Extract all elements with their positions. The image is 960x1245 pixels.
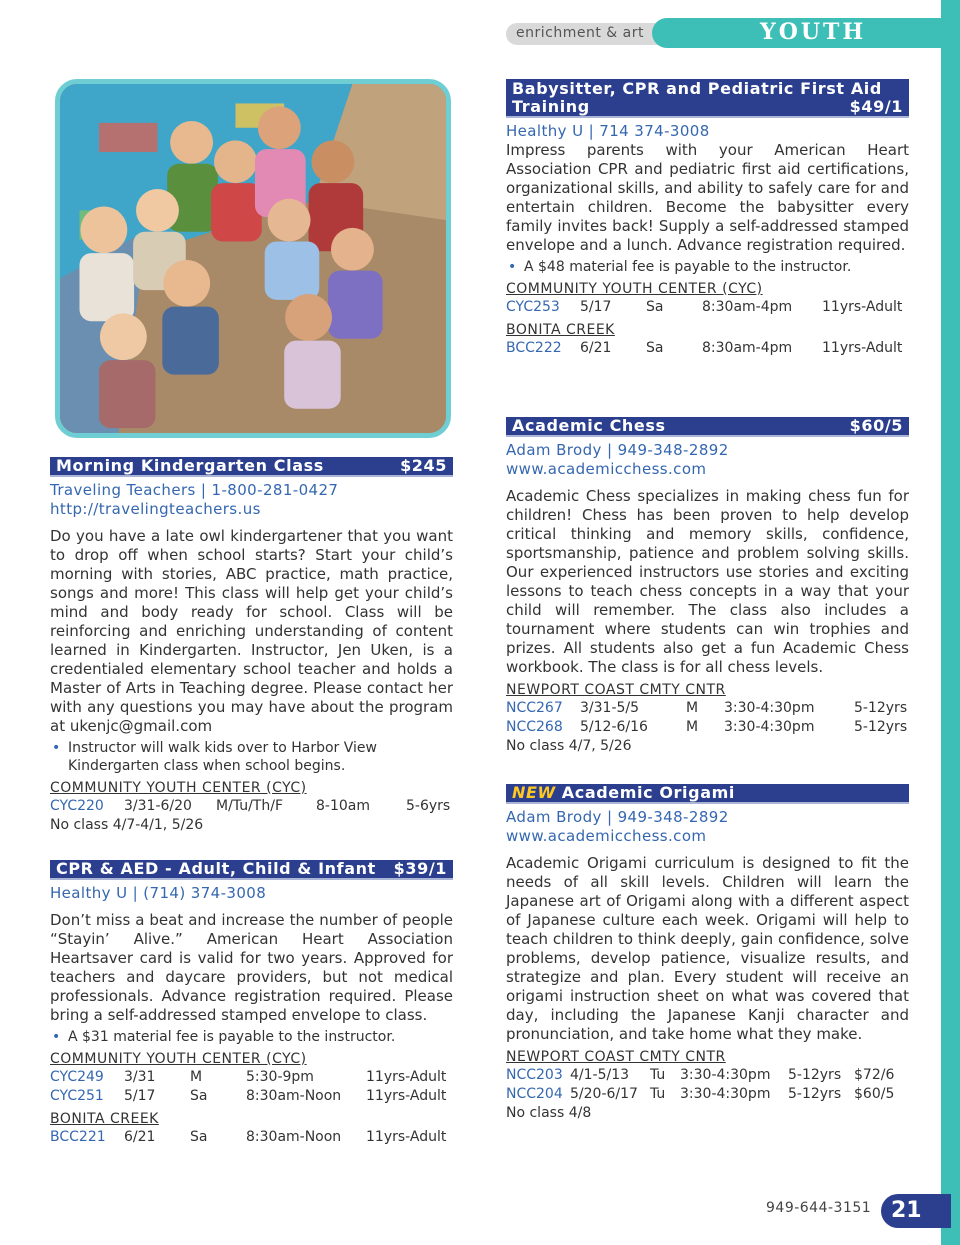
babysitter-provider: Healthy U | 714 374-3008: [506, 122, 710, 140]
class-time: 3:30-4:30pm: [724, 719, 815, 735]
babysitter-location-2: BONITA CREEK: [506, 322, 615, 338]
schedule-row: [506, 699, 909, 718]
chess-url[interactable]: www.academicchess.com: [506, 460, 707, 478]
schedule-row: [50, 1087, 453, 1106]
origami-url[interactable]: www.academicchess.com: [506, 827, 707, 845]
class-ages: 5-12yrs: [788, 1067, 842, 1083]
class-days: Tu: [650, 1067, 666, 1083]
origami-title: Academic Origami: [561, 783, 735, 802]
category-tab: [506, 23, 666, 45]
class-days: M: [686, 700, 699, 716]
origami-note: No class 4/8: [506, 1105, 592, 1121]
kindergarten-note: No class 4/7-4/1, 5/26: [50, 817, 204, 833]
chess-description: Academic Chess specializes in making chess fun for children! Chess has been proven to help develop critical thinking and memory skills, confidence, sportsmanship, patience and problem solving skills. Our experienced instructors use stories and exciting lessons to teach chess concepts in a way that your child will remember. The class also includes a tournament where students can win trophies and prizes. All students also get a fun Academic Chess workbook. The class is for all chess levels.: [506, 487, 909, 676]
class-ages: 11yrs-Adult: [366, 1069, 447, 1085]
cpr-title-bar: [50, 860, 453, 880]
class-code[interactable]: NCC267: [506, 700, 563, 716]
cpr-title: CPR & AED - Adult, Child & Infant: [56, 859, 376, 878]
origami-location: NEWPORT COAST CMTY CNTR: [506, 1049, 726, 1065]
page-edge-bar: [941, 0, 960, 1245]
cpr-provider: Healthy U | (714) 374-3008: [50, 884, 267, 902]
class-dates: 6/21: [124, 1129, 156, 1145]
class-code[interactable]: BCC222: [506, 340, 562, 356]
class-days: Sa: [646, 340, 664, 356]
chess-title-bar: [506, 417, 909, 437]
class-dates: 5/12-6/16: [580, 719, 648, 735]
schedule-row: [506, 1085, 909, 1104]
chess-location: NEWPORT COAST CMTY CNTR: [506, 682, 726, 698]
class-code[interactable]: NCC203: [506, 1067, 563, 1083]
new-badge: NEW: [512, 783, 556, 802]
class-time: 3:30-4:30pm: [680, 1086, 771, 1102]
class-days: Sa: [190, 1088, 208, 1104]
class-ages: 11yrs-Adult: [366, 1129, 447, 1145]
origami-listing: [506, 784, 909, 1123]
page-number: 21: [881, 1194, 951, 1228]
class-time: 8:30am-4pm: [702, 340, 793, 356]
class-price: $60/5: [854, 1086, 895, 1102]
kindergarten-bullet: • Instructor will walk kids over to Harbor View Kindergarten class when school begins.: [50, 739, 453, 775]
class-dates: 4/1-5/13: [570, 1067, 630, 1083]
cpr-location-2: BONITA CREEK: [50, 1111, 159, 1127]
kindergarten-title: Morning Kindergarten Class: [56, 456, 324, 475]
class-code[interactable]: CYC251: [50, 1088, 104, 1104]
chess-title: Academic Chess: [512, 416, 666, 435]
class-time: 8:30am-4pm: [702, 299, 793, 315]
class-days: Sa: [190, 1129, 208, 1145]
class-dates: 5/17: [124, 1088, 156, 1104]
origami-provider: Adam Brody | 949-348-2892: [506, 808, 729, 826]
chess-provider: Adam Brody | 949-348-2892: [506, 441, 729, 459]
origami-description: Academic Origami curriculum is designed to fit the needs of all skill levels. Children will learn the Japanese art of Origami along with a different aspect of Japanese culture each week. Origami will help to teach children to think deeply, gain confidence, solve problems, develop patience, visualize results, and strategize and plan. Every student will receive an origami instruction sheet on what was covered that day, including the Japanese Kanji character and pronunciation, and take home what they make.: [506, 854, 909, 1043]
category-label: enrichment & art: [516, 25, 644, 41]
class-days: Sa: [646, 299, 664, 315]
cpr-description: Don’t miss a beat and increase the number of people “Stayin’ Alive.” American Heart Association Heartsaver card is valid for two years. Approved for teachers and daycare providers, but not medical professionals. Advance registration required. Please bring a self-addressed stamped envelope to class.: [50, 911, 453, 1024]
class-days: M: [190, 1069, 203, 1085]
class-code[interactable]: CYC253: [506, 299, 560, 315]
babysitter-bullet: • A $48 material fee is payable to the instructor.: [506, 258, 909, 276]
babysitter-location-1: COMMUNITY YOUTH CENTER (CYC): [506, 281, 763, 297]
schedule-row: [50, 1068, 453, 1087]
class-dates: 5/17: [580, 299, 612, 315]
cpr-listing: [50, 860, 453, 1147]
origami-title-bar: [506, 784, 909, 804]
schedule-row: [506, 298, 909, 317]
class-dates: 3/31-5/5: [580, 700, 640, 716]
class-ages: 5-12yrs: [854, 719, 908, 735]
class-ages: 5-12yrs: [788, 1086, 842, 1102]
babysitter-title-bar: [506, 79, 909, 118]
schedule-row: [506, 718, 909, 737]
class-dates: 5/20-6/17: [570, 1086, 638, 1102]
schedule-row: [50, 1128, 453, 1147]
class-ages: 11yrs-Adult: [822, 340, 903, 356]
kindergarten-title-bar: [50, 457, 453, 477]
class-time: 8-10am: [316, 798, 370, 814]
kindergarten-description: Do you have a late owl kindergartener that you want to drop off when school starts? Start your child’s morning with stories, ABC practice, math practice, songs and more! This class will help get your child’s mind and body ready for school. Class will be reinforcing and enriching understanding of content learned in Kindergarten. Instructor, Jen Uken, is a credentialed elementary school teacher and holds a Master of Arts in Teaching degree. Please contact her with any questions you may have about the program at ukenjc@gmail.com: [50, 527, 453, 735]
kindergarten-price: $245: [400, 456, 447, 475]
section-label: YOUTH: [760, 19, 867, 45]
schedule-row: [50, 797, 453, 816]
kindergarten-location: COMMUNITY YOUTH CENTER (CYC): [50, 780, 307, 796]
class-ages: 5-12yrs: [854, 700, 908, 716]
class-dates: 3/31: [124, 1069, 156, 1085]
class-time: 8:30am-Noon: [246, 1129, 342, 1145]
class-code[interactable]: CYC249: [50, 1069, 104, 1085]
cpr-bullet: • A $31 material fee is payable to the instructor.: [50, 1028, 453, 1046]
kids-photo: [55, 79, 451, 438]
section-tab: [652, 18, 952, 48]
class-price: $72/6: [854, 1067, 895, 1083]
cpr-price: $39/1: [393, 859, 447, 878]
class-code[interactable]: NCC204: [506, 1086, 563, 1102]
class-code[interactable]: CYC220: [50, 798, 104, 814]
class-time: 5:30-9pm: [246, 1069, 314, 1085]
chess-listing: [506, 417, 909, 756]
class-time: 3:30-4:30pm: [680, 1067, 771, 1083]
class-code[interactable]: NCC268: [506, 719, 563, 735]
babysitter-description: Impress parents with your American Heart Association CPR and pediatric first aid certifications, organizational skills, and ability to safely care for and entertain children. Become the babysitter every family invites back! Supply a self-addressed stamped envelope and a lunch. Advance registration required.: [506, 141, 909, 254]
babysitter-title-line1: Babysitter, CPR and Pediatric First Aid: [512, 79, 882, 98]
class-time: 3:30-4:30pm: [724, 700, 815, 716]
schedule-row: [506, 339, 909, 358]
cpr-location-1: COMMUNITY YOUTH CENTER (CYC): [50, 1051, 307, 1067]
footer-phone: 949-644-3151: [766, 1200, 872, 1216]
class-dates: 6/21: [580, 340, 612, 356]
class-ages: 11yrs-Adult: [822, 299, 903, 315]
class-days: Tu: [650, 1086, 666, 1102]
class-dates: 3/31-6/20: [124, 798, 192, 814]
chess-note: No class 4/7, 5/26: [506, 738, 632, 754]
kindergarten-url[interactable]: http://travelingteachers.us: [50, 500, 261, 518]
chess-price: $60/5: [849, 416, 903, 435]
class-ages: 11yrs-Adult: [366, 1088, 447, 1104]
class-code[interactable]: BCC221: [50, 1129, 106, 1145]
schedule-row: [506, 1066, 909, 1085]
class-days: M: [686, 719, 699, 735]
babysitter-listing: [506, 79, 909, 358]
class-time: 8:30am-Noon: [246, 1088, 342, 1104]
class-ages: 5-6yrs: [406, 798, 451, 814]
babysitter-price: $49/1: [849, 97, 903, 116]
kindergarten-listing: [50, 457, 453, 835]
kindergarten-provider: Traveling Teachers | 1-800-281-0427: [50, 481, 339, 499]
babysitter-title-line2: Training: [512, 97, 590, 116]
class-days: M/Tu/Th/F: [216, 798, 284, 814]
